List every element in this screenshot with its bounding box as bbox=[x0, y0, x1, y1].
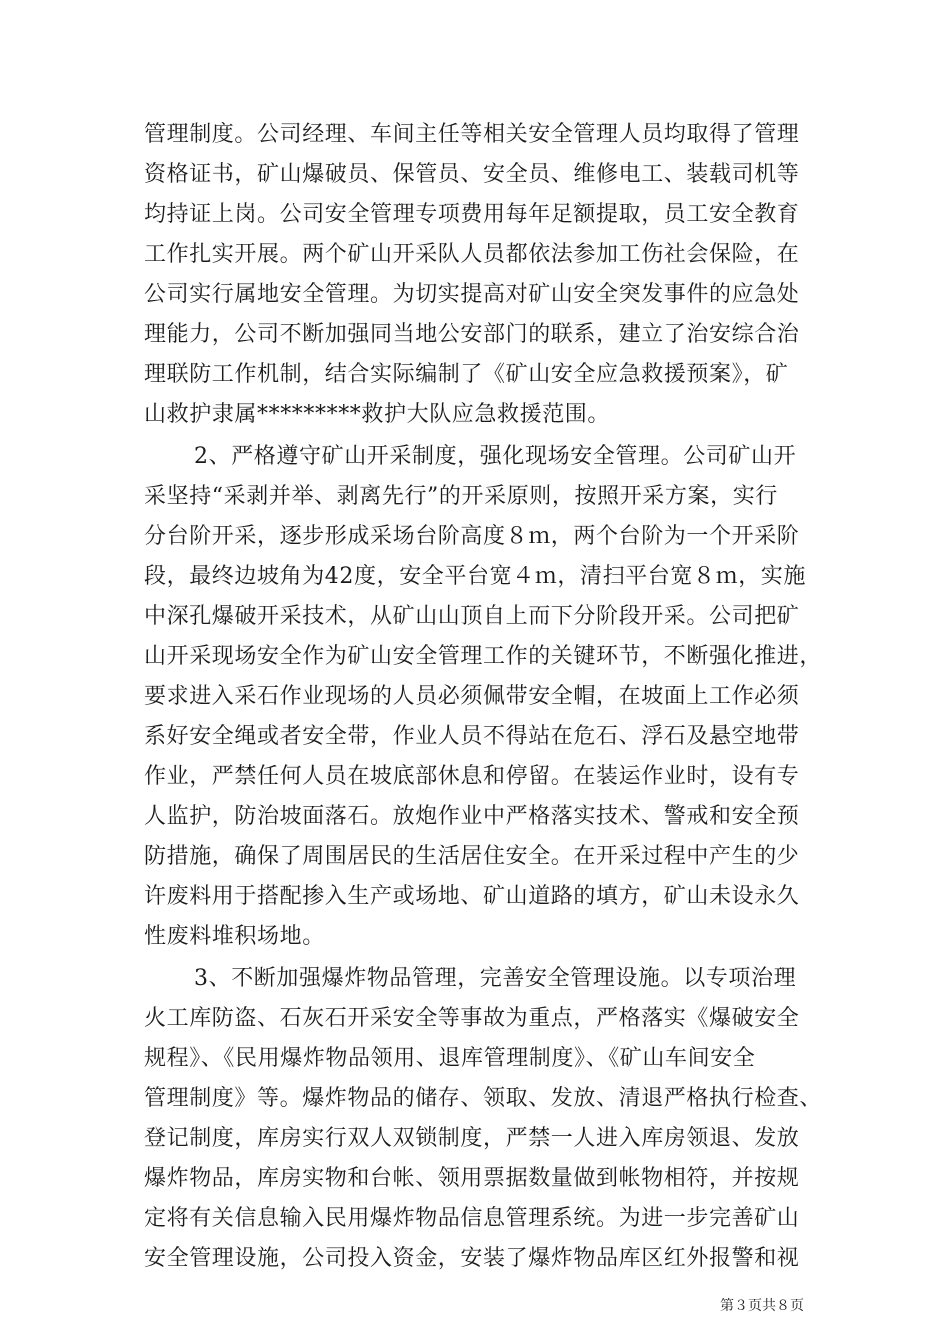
body-text-line: 管理制度》等。爆炸物品的储存、领取、发放、清退严格执行检查、 bbox=[144, 1086, 823, 1111]
body-text-line: 防措施，确保了周围居民的生活居住安全。在开采过程中产生的少 bbox=[144, 844, 800, 869]
body-text-line: 要求进入采石作业现场的人员必须佩带安全帽，在坡面上工作必须 bbox=[144, 684, 800, 709]
body-text-line: 定将有关信息输入民用爆炸物品信息管理系统。为进一步完善矿山 bbox=[144, 1206, 800, 1231]
body-text-line: 山救护隶属*********救护大队应急救援范围。 bbox=[144, 402, 611, 427]
body-text-line: 公司实行属地安全管理。为切实提高对矿山安全突发事件的应急处 bbox=[144, 282, 800, 307]
body-text-line: 爆炸物品，库房实物和台帐、领用票据数量做到帐物相符，并按规 bbox=[144, 1166, 800, 1191]
body-text-line: 中深孔爆破开采技术，从矿山山顶自上而下分阶段开采。公司把矿 bbox=[144, 604, 800, 629]
body-text-line: 性废料堆积场地。 bbox=[144, 924, 325, 949]
body-text-line: 工作扎实开展。两个矿山开采队人员都依法参加工伤社会保险，在 bbox=[144, 242, 800, 267]
body-text-line: 规程》、《民用爆炸物品领用、退库管理制度》、《矿山车间安全 bbox=[144, 1046, 756, 1071]
body-text-line: 人监护，防治坡面落石。放炮作业中严格落实技术、警戒和安全预 bbox=[144, 804, 800, 829]
body-text-line: 理能力，公司不断加强同当地公安部门的联系，建立了治安综合治 bbox=[144, 322, 800, 347]
body-text-line: 段，最终边坡角为42度，安全平台宽４ｍ，清扫平台宽８ｍ，实施 bbox=[144, 564, 806, 589]
body-text-line: 理联防工作机制，结合实际编制了《矿山安全应急救援预案》，矿 bbox=[144, 362, 789, 387]
paragraph-2-first-line: 2、严格遵守矿山开采制度，强化现场安全管理。公司矿山开 bbox=[194, 444, 797, 469]
body-text-line: 火工库防盗、石灰石开采安全等事故为重点，严格落实《爆破安全 bbox=[144, 1006, 800, 1031]
body-text-line: 作业，严禁任何人员在坡底部休息和停留。在装运作业时，设有专 bbox=[144, 764, 800, 789]
body-text-line: 管理制度。公司经理、车间主任等相关安全管理人员均取得了管理 bbox=[144, 122, 800, 147]
paragraph-3-first-line: 3、不断加强爆炸物品管理，完善安全管理设施。以专项治理 bbox=[194, 966, 797, 991]
body-text-line: 采坚持“采剥并举、剥离先行”的开采原则，按照开采方案，实行 bbox=[144, 484, 778, 509]
body-text-line: 许废料用于搭配掺入生产或场地、矿山道路的填方，矿山未设永久 bbox=[144, 884, 800, 909]
body-text-line: 分台阶开采，逐步形成采场台阶高度８ｍ，两个台阶为一个开采阶 bbox=[144, 524, 800, 549]
body-text-line: 安全管理设施，公司投入资金，安装了爆炸物品库区红外报警和视 bbox=[144, 1246, 800, 1271]
page-number-footer: 第３页共８页 bbox=[720, 1298, 804, 1314]
body-text-line: 山开采现场安全作为矿山安全管理工作的关键环节，不断强化推进， bbox=[144, 644, 823, 669]
body-text-line: 均持证上岗。公司安全管理专项费用每年足额提取，员工安全教育 bbox=[144, 202, 800, 227]
body-text-line: 资格证书，矿山爆破员、保管员、安全员、维修电工、装载司机等 bbox=[144, 162, 800, 187]
body-text-line: 系好安全绳或者安全带，作业人员不得站在危石、浮石及悬空地带 bbox=[144, 724, 800, 749]
body-text-line: 登记制度，库房实行双人双锁制度，严禁一人进入库房领退、发放 bbox=[144, 1126, 800, 1151]
